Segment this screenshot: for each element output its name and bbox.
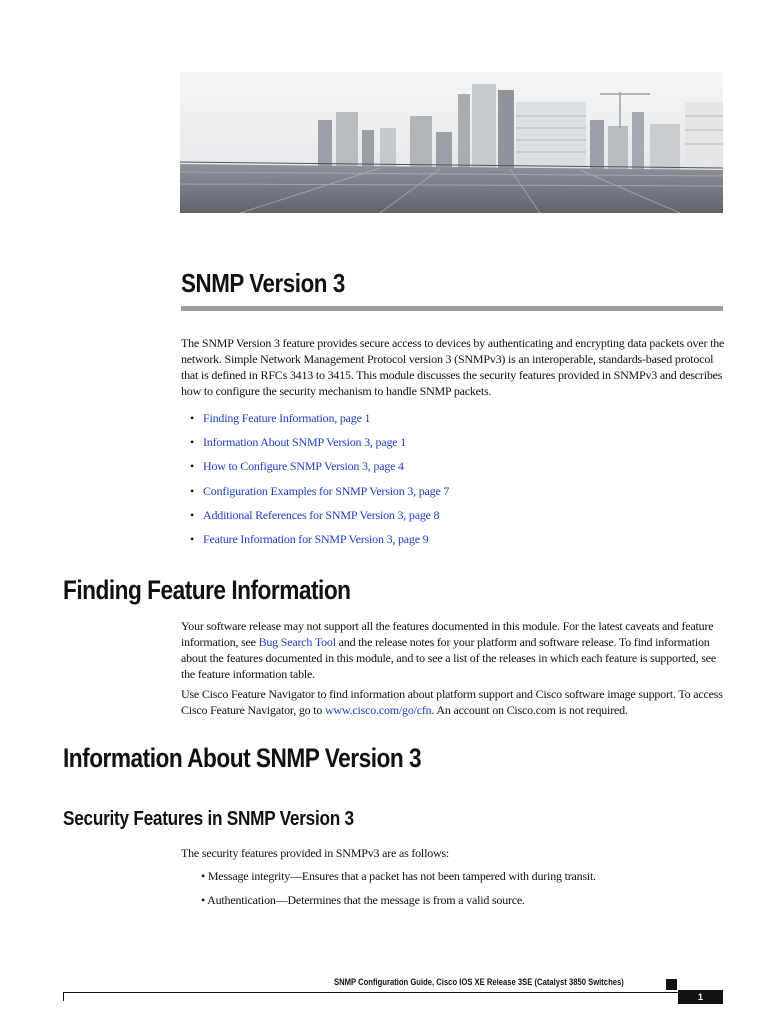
toc-item (190, 410, 449, 434)
toc-item (190, 531, 449, 555)
title-rule (181, 306, 723, 311)
toc-link-information-about-snmp[interactable]: Information About SNMP Version 3, page 1 (203, 435, 406, 450)
section-heading-information-about-snmp: Information About SNMP Version 3 (63, 743, 422, 773)
footer-rule (63, 992, 678, 993)
toc-link-configuration-examples[interactable]: Configuration Examples for SNMP Version 3, page 7 (203, 483, 450, 498)
text-run: and the release notes for your platform and software release. To find information about the features documented in this module, and to see a list of the releases in which each feature is supported, see the feature information table. (181, 635, 717, 681)
feature-text: Message integrity—Ensures that a packet has not been tampered with during transit. (207, 869, 596, 883)
document-title: SNMP Version 3 (181, 268, 345, 298)
footer-rule-tick (63, 992, 64, 1001)
bullet: • (190, 411, 195, 425)
toc-item (190, 507, 449, 531)
list-item (201, 868, 596, 892)
bullet: • (190, 459, 195, 474)
section-heading-finding-feature-information: Finding Feature Information (63, 575, 351, 605)
toc-item (190, 434, 449, 458)
bullet: • (201, 893, 206, 907)
finding-paragraph-2 (181, 686, 726, 718)
text-run: . An account on Cisco.com is not required. (431, 703, 628, 717)
toc-list (190, 410, 449, 555)
cisco-cfn-link[interactable]: www.cisco.com/go/cfn (324, 703, 432, 717)
header-banner-image (180, 72, 723, 213)
toc-link-finding-feature-information[interactable]: Finding Feature Information, page 1 (203, 411, 371, 425)
feature-text: Authentication—Determines that the message is from a valid source. (207, 893, 525, 907)
toc-item (190, 458, 449, 482)
footer-marker (666, 979, 677, 990)
bug-search-tool-link[interactable]: Bug Search Tool (258, 635, 336, 649)
footer-guide-title: SNMP Configuration Guide, Cisco IOS XE Release 3SE (Catalyst 3850 Switches) (334, 977, 624, 987)
text-run: Use Cisco Feature Navigator to find information about platform support and Cisco software image support. To access Cisco Feature Navigator, go to (181, 687, 723, 717)
bullet: • (190, 483, 195, 498)
toc-link-feature-information[interactable]: Feature Information for SNMP Version 3, page 9 (203, 531, 429, 546)
bullet: • (190, 435, 195, 450)
bullet: • (201, 869, 206, 883)
toc-item (190, 483, 449, 507)
list-item (201, 892, 596, 916)
security-features-list (201, 868, 596, 916)
security-features-lead: The security features provided in SNMPv3 are as follows: (181, 846, 450, 860)
subsection-heading-security-features: Security Features in SNMP Version 3 (63, 808, 354, 830)
toc-link-how-to-configure[interactable]: How to Configure SNMP Version 3, page 4 (203, 459, 404, 474)
toc-link-additional-references[interactable]: Additional References for SNMP Version 3, page 8 (203, 507, 440, 522)
intro-paragraph: The SNMP Version 3 feature provides secure access to devices by authenticating and encrypting data packets over the network. Simple Network Management Protocol version 3 (SNMPv3) is an interoperable, standards-based protocol that is defined in RFCs 3413 to 3415. This module discusses the security features provided in SNMPv3 and describes how to configure the security mechanism to handle SNMP packets. (181, 336, 725, 398)
text-run: Your software release may not support all the features documented in this module. For the latest caveats and feature information, see (181, 619, 714, 649)
page-number: 1 (678, 990, 723, 1004)
bullet: • (190, 531, 195, 546)
finding-paragraph-1 (181, 618, 726, 682)
bullet: • (190, 507, 195, 522)
